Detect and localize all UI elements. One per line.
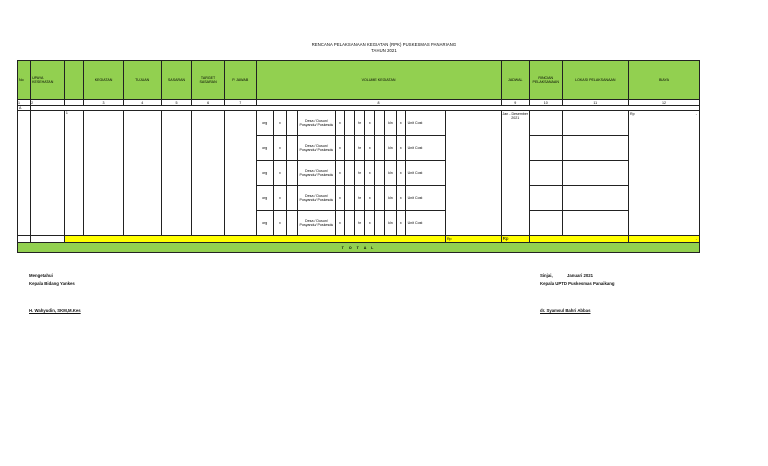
col-upaya: UPAYA KESEHATAN — [31, 61, 65, 100]
vol-freq: hr — [354, 136, 365, 161]
col-number: 1 — [18, 100, 31, 106]
vol-who: Desa / Dusun/ Posyandu/ Poskesdu — [297, 136, 335, 161]
col-lokasi: LOKASI PELAKSANAAN — [562, 61, 628, 100]
vol-x: x — [365, 136, 375, 161]
vol-freq: hr — [354, 211, 365, 236]
col-volume: VOLUME KEGIATAN — [256, 61, 501, 100]
vol-blank — [375, 161, 385, 186]
col-number: 12 — [629, 100, 700, 106]
rincian-cell — [529, 111, 562, 136]
vol-x: x — [336, 161, 345, 186]
vol-who: Desa / Dusun/ Posyandu/ Poskesdu — [297, 161, 335, 186]
vol-kali: kln — [384, 136, 396, 161]
vol-blank — [344, 136, 354, 161]
vol-x: x — [336, 186, 345, 211]
col-jadwal: JADWAL — [501, 61, 529, 100]
jadwal-cell: Jan - Desember 2021 — [501, 111, 529, 236]
subtotal-rp-left: Rp — [445, 236, 501, 243]
vol-cost: Unit Cost — [405, 111, 445, 136]
col-tujuan: TUJUAN — [123, 61, 161, 100]
col-blank — [64, 61, 84, 100]
subtotal-blank — [18, 236, 31, 243]
biaya-rp: Rp — [630, 112, 635, 116]
vol-blank — [286, 136, 297, 161]
col-number: 3 — [84, 100, 123, 106]
vol-blank — [286, 111, 297, 136]
sign-right-line2: Kepala UPTD Puskesmas Panaikang — [540, 281, 615, 286]
subtotal-row — [18, 236, 700, 243]
col-number: 4 — [123, 100, 161, 106]
rincian-cell — [529, 186, 562, 211]
vol-blank — [344, 186, 354, 211]
vol-x: x — [273, 111, 286, 136]
table-row — [18, 111, 700, 136]
vol-unit: org — [256, 136, 273, 161]
document-year: TAHUN 2021 — [371, 48, 397, 53]
lokasi-cell — [562, 136, 628, 161]
rincian-cell — [529, 136, 562, 161]
col-number: 10 — [529, 100, 562, 106]
total-row — [18, 243, 700, 253]
rincian-cell — [529, 211, 562, 236]
subtotal-dash: - — [629, 236, 700, 243]
vol-blank — [375, 111, 385, 136]
col-target: TARGET SASARAN — [192, 61, 225, 100]
subtotal-rp-right: Rp — [501, 236, 529, 243]
vol-blank — [375, 211, 385, 236]
vol-x: x — [365, 111, 375, 136]
vol-x: x — [365, 161, 375, 186]
lokasi-cell — [562, 161, 628, 186]
vol-x: x — [336, 136, 345, 161]
tujuan-cell — [123, 111, 161, 236]
col-number: 6 — [192, 100, 225, 106]
col-number: 2 — [31, 100, 65, 106]
col-pjawab: P. JAWAB — [224, 61, 256, 100]
vol-x: x — [396, 186, 405, 211]
total-label: T O T A L — [18, 243, 700, 253]
vol-x: x — [396, 211, 405, 236]
vol-cost: Unit Cost — [405, 211, 445, 236]
vol-who: Desa / Dusun/ Posyandu/ Poskesdu — [297, 111, 335, 136]
vol-x: x — [396, 136, 405, 161]
vol-x: x — [336, 111, 345, 136]
vol-kali: kln — [384, 186, 396, 211]
vol-cost: Unit Cost — [405, 161, 445, 186]
sign-left-line1: Mengetahui — [29, 273, 53, 278]
vol-blank — [375, 136, 385, 161]
sasaran-cell — [161, 111, 192, 236]
lokasi-cell — [562, 186, 628, 211]
vol-blank — [344, 111, 354, 136]
header-row — [18, 61, 700, 100]
vol-cost: Unit Cost — [405, 186, 445, 211]
vol-who: Desa / Dusun/ Posyandu/ Poskesdu — [297, 211, 335, 236]
lokasi-cell — [562, 211, 628, 236]
vol-blank — [344, 211, 354, 236]
subtotal-fill — [64, 236, 445, 243]
vol-x: x — [396, 111, 405, 136]
vol-x: x — [365, 211, 375, 236]
vol-x: x — [336, 211, 345, 236]
vol-freq: hr — [354, 161, 365, 186]
subtotal-blank — [31, 236, 65, 243]
vol-blank — [286, 161, 297, 186]
vol-unit: org — [256, 211, 273, 236]
vol-blank — [286, 211, 297, 236]
sign-right-name: dr. Syamsul Bahri Abbas — [540, 308, 591, 313]
section-label: A — [18, 106, 31, 111]
subtotal-fill — [529, 236, 628, 243]
upaya-cell — [31, 111, 65, 236]
col-rincian: RINCIAN PELAKSANAAN — [529, 61, 562, 100]
vol-x: x — [273, 211, 286, 236]
sign-right-place: Sinjai, — [540, 273, 553, 278]
vol-x: x — [396, 161, 405, 186]
amount-cell — [445, 111, 501, 236]
target-cell — [192, 111, 225, 236]
vol-blank — [286, 186, 297, 211]
pjawab-cell — [224, 111, 256, 236]
col-sasaran: SASARAN — [161, 61, 192, 100]
sign-left-line2: Kepala Bidang Yankes — [29, 281, 75, 286]
first-no-cell: 1 — [64, 111, 84, 236]
col-number: 11 — [562, 100, 628, 106]
col-number: 8 — [256, 100, 501, 106]
vol-who: Desa / Dusun/ Posyandu/ Poskesdu — [297, 186, 335, 211]
lokasi-cell — [562, 111, 628, 136]
vol-freq: hr — [354, 186, 365, 211]
sign-right-date: Januari 2021 — [567, 273, 594, 278]
biaya-cell — [629, 111, 700, 236]
col-number: 5 — [161, 100, 192, 106]
vol-freq: hr — [354, 111, 365, 136]
col-number: 7 — [224, 100, 256, 106]
vol-x: x — [273, 186, 286, 211]
vol-cost: Unit Cost — [405, 136, 445, 161]
vol-kali: kln — [384, 161, 396, 186]
biaya-dash: - — [695, 112, 697, 116]
col-number: 9 — [501, 100, 529, 106]
kegiatan-cell — [84, 111, 123, 236]
vol-x: x — [365, 186, 375, 211]
vol-blank — [375, 186, 385, 211]
col-kegiatan: KEGIATAN — [84, 61, 123, 100]
rpk-table — [17, 60, 700, 253]
no-cell — [18, 111, 31, 236]
vol-unit: org — [256, 161, 273, 186]
rincian-cell — [529, 161, 562, 186]
sign-left-name: H. Wahyudin, SKM,M.Kes — [29, 308, 81, 313]
vol-x: x — [273, 161, 286, 186]
vol-blank — [344, 161, 354, 186]
col-biaya: BIAYA — [629, 61, 700, 100]
vol-kali: kln — [384, 211, 396, 236]
vol-kali: kln — [384, 111, 396, 136]
vol-x: x — [273, 136, 286, 161]
vol-unit: org — [256, 111, 273, 136]
col-no: No — [18, 61, 31, 100]
document-title: RENCANA PELAKSANAAN KEGIATAN (RPK) PUSKESMAS PANARIANG — [311, 42, 457, 47]
vol-unit: org — [256, 186, 273, 211]
